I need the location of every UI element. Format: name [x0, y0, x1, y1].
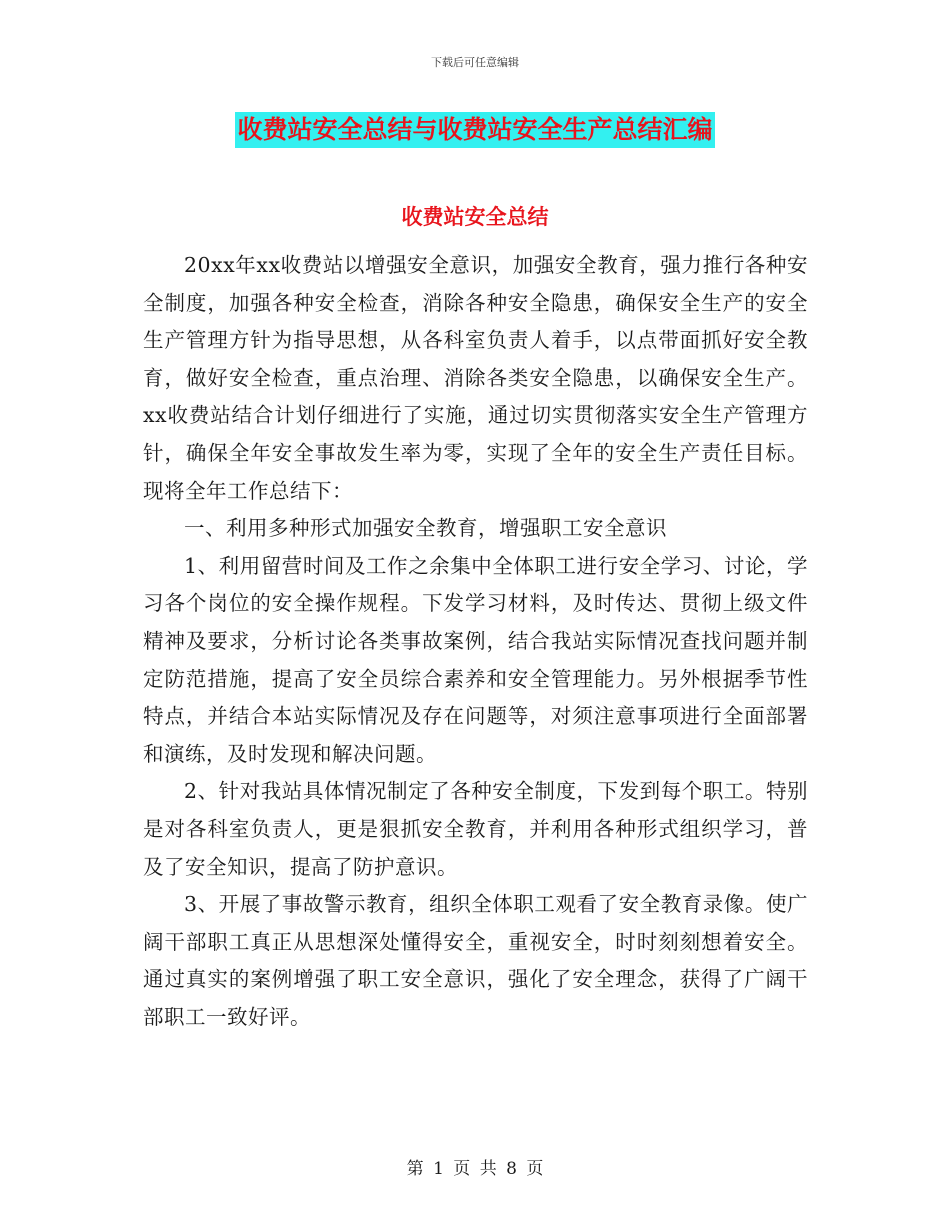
paragraph-item-1: 1、利用留营时间及工作之余集中全体职工进行安全学习、讨论，学习各个岗位的安全操作规程。下发学习材料，及时传达、贯彻上级文件精神及要求，分析讨论各类事故案例，结合我站实际情况查找问题并制定防范措施，提高了安全员综合素养和安全管理能力。另外根据季节性特点，并结合本站实际情况及存在问题等，对须注意事项进行全面部署和演练，及时发现和解决问题。	[143, 553, 808, 766]
paragraph-intro: 20xx年xx收费站以增强安全意识，加强安全教育，强力推行各种安全制度，加强各种安全检查，消除各种安全隐患，确保安全生产的安全生产管理方针为指导思想，从各科室负责人着手，以点带面抓好安全教育，做好安全检查，重点治理、消除各类安全隐患，以确保安全生产。xx收费站结合计划仔细进行了实施，通过切实贯彻落实安全生产管理方针，确保全年安全事故发生率为零，实现了全年的安全生产责任目标。现将全年工作总结下：	[143, 253, 808, 503]
document-body	[143, 247, 808, 1036]
page-number-footer: 第 1 页 共 8 页	[406, 1159, 544, 1179]
main-title-container	[0, 112, 950, 148]
document-main-title: 收费站安全总结与收费站安全生产总结汇编	[235, 112, 714, 148]
paragraph-item-2: 2、针对我站具体情况制定了各种安全制度，下发到每个职工。特别是对各科室负责人，更是狠抓安全教育，并利用各种形式组织学习，普及了安全知识，提高了防护意识。	[143, 779, 808, 879]
paragraph-heading-one: 一、利用多种形式加强安全教育，增强职工安全意识	[184, 516, 667, 541]
header-note: 下载后可任意编辑	[431, 56, 519, 69]
paragraph-item-3: 3、开展了事故警示教育，组织全体职工观看了安全教育录像。使广阔干部职工真正从思想深处懂得安全，重视安全，时时刻刻想着安全。通过真实的案例增强了职工安全意识，强化了安全理念，获得了广阔干部职工一致好评。	[143, 892, 808, 1029]
section-title: 收费站安全总结	[401, 205, 549, 229]
